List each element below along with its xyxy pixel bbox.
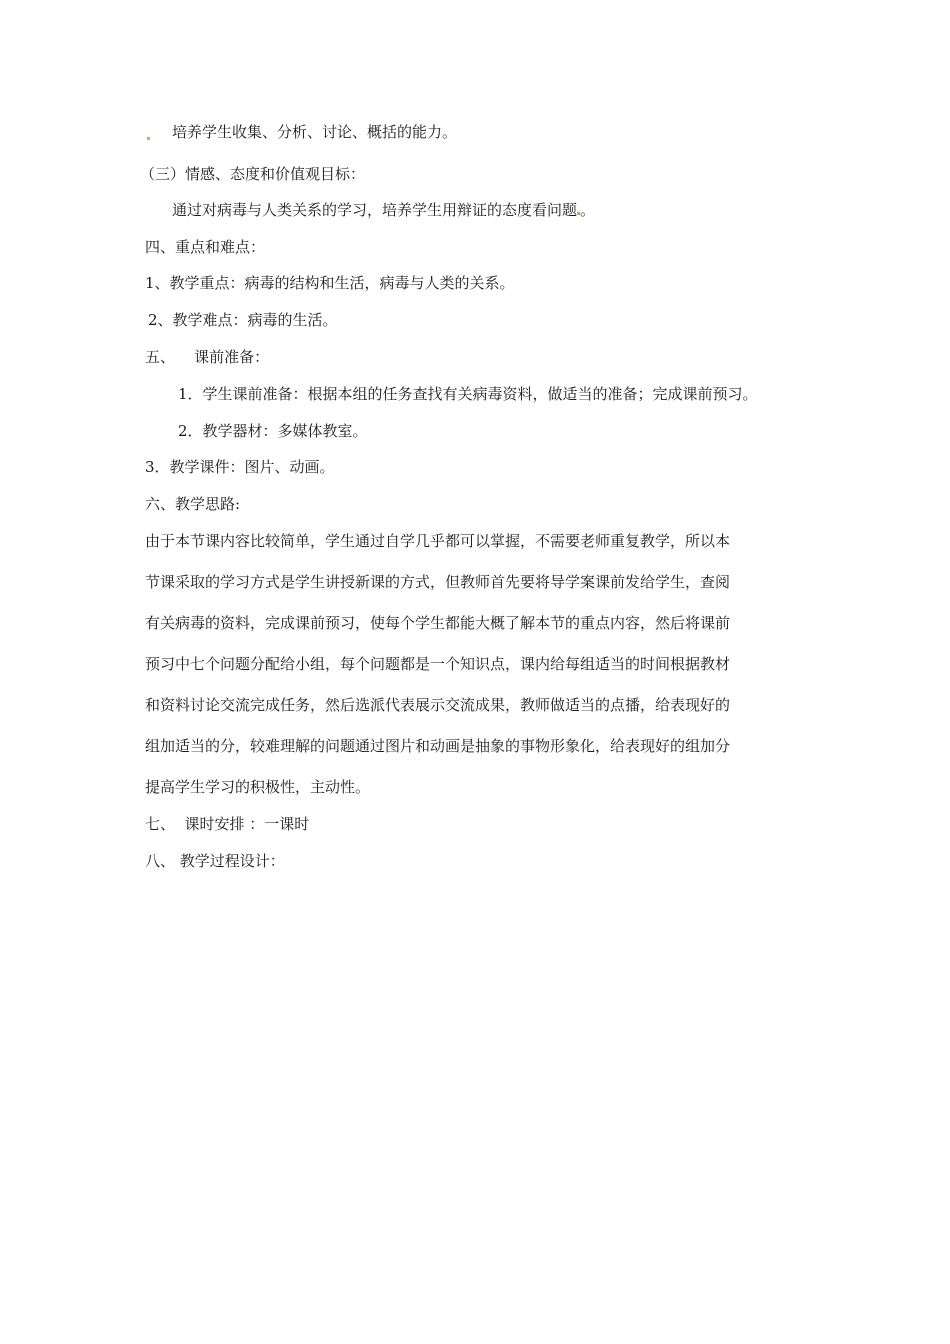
prep-item-2: 2．教学器材：多媒体教室。 xyxy=(178,422,368,440)
key-point-2: 2、教学难点：病毒的生活。 xyxy=(148,311,338,329)
key-point-1: 1、教学重点：病毒的结构和生活，病毒与人类的关系。 xyxy=(145,274,515,292)
emotion-goal-period: 。 xyxy=(580,201,596,219)
approach-line: 有关病毒的资料，完成课前预习，使每个学生都能大概了解本节的重点内容，然后将课前 xyxy=(145,614,731,632)
emotion-goal-text: 通过对病毒与人类关系的学习，培养学生用辩证的态度看问题 xyxy=(172,201,578,219)
prep-item-3: 3．教学课件：图片、动画。 xyxy=(145,458,335,476)
key-points-heading: 四、重点和难点： xyxy=(145,238,266,256)
approach-line: 组加适当的分，较难理解的问题通过图片和动画是抽象的事物形象化，给表现好的组加分 xyxy=(145,737,731,755)
prep-heading: 五、 课前准备： xyxy=(145,348,270,366)
emotion-goal-heading: （三）情感、态度和价值观目标： xyxy=(140,165,366,183)
approach-heading: 六、教学思路: xyxy=(145,495,241,513)
approach-line: 提高学生学习的积极性，主动性。 xyxy=(145,778,371,796)
approach-line: 和资料讨论交流完成任务，然后选派代表展示交流成果，教师做适当的点播，给表现好的 xyxy=(145,696,731,714)
approach-line: 由于本节课内容比较简单，学生通过自学几乎都可以掌握，不需要老师重复教学，所以本 xyxy=(145,532,731,550)
ability-goal-text: 培养学生收集、分析、讨论、概括的能力。 xyxy=(172,123,458,141)
approach-line: 节课采取的学习方式是学生讲授新课的方式，但教师首先要将导学案课前发给学生，查阅 xyxy=(145,573,731,591)
approach-line: 预习中七个问题分配给小组，每个问题都是一个知识点，课内给每组适当的时间根据教材 xyxy=(145,655,731,673)
process-heading: 八、 教学过程设计： xyxy=(145,852,285,870)
schedule-heading: 七、 课时安排 ：一课时 xyxy=(145,815,310,833)
prep-item-1: 1．学生课前准备：根据本组的任务查找有关病毒资料，做适当的准备；完成课前预习。 xyxy=(178,385,758,403)
emotion-goal-body xyxy=(172,200,595,220)
bullet-marker xyxy=(147,137,150,140)
